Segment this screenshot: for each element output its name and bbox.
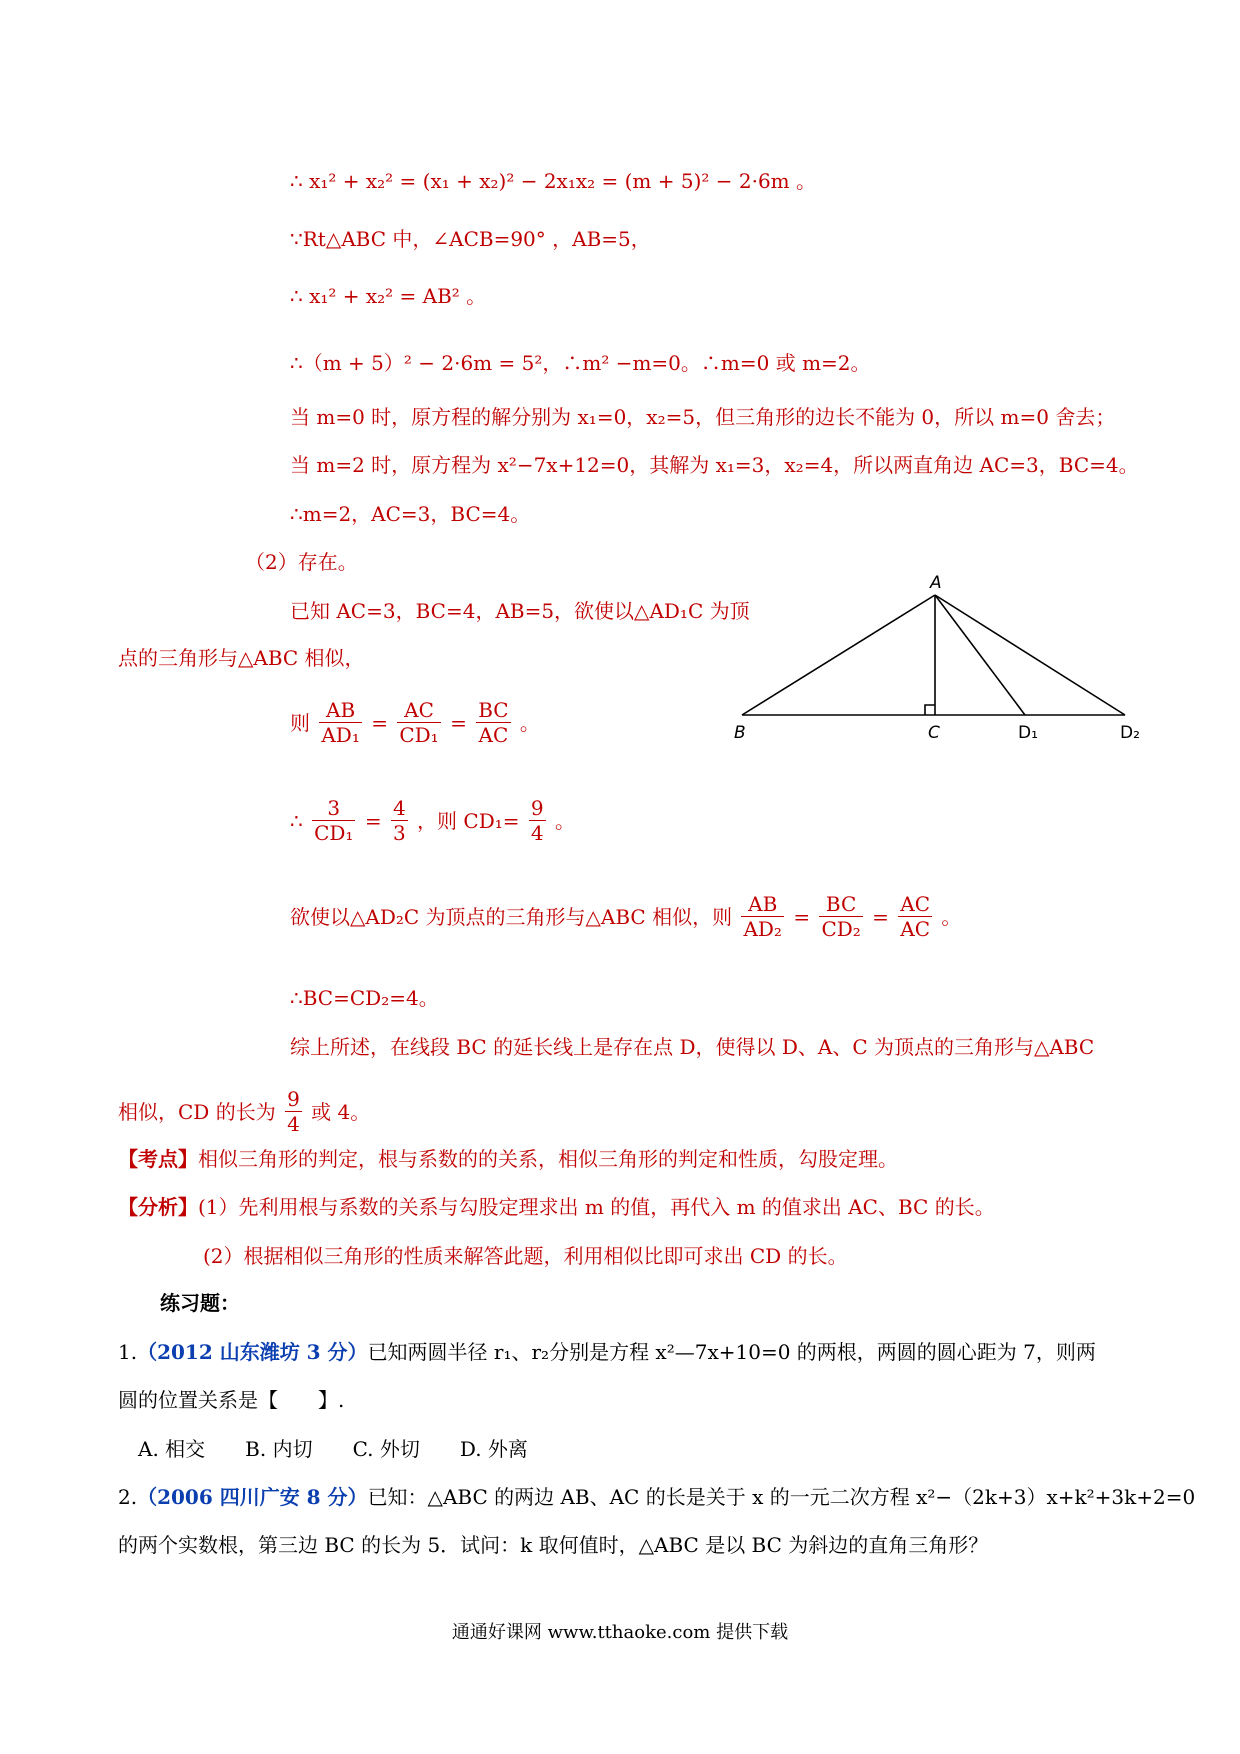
ratio-d1-equation: 则 $\frac{AB}{\text{AD₁}}$ = $\frac{AC}{\text{CD₁}}$ = $\frac{BC}{AC}$ 。 [290,698,540,747]
fenxi-tag: 【分析】 [118,1195,198,1219]
question-1-cont: 圆的位置关系是【 】. [118,1388,345,1412]
label-b: B [734,723,746,743]
part2-exists: （2）存在。 [245,550,358,574]
label-c: C [928,723,940,743]
line-a-d1 [935,595,1025,715]
fraction-ac-ac: $\frac{AC}{AC}$ [900,892,931,941]
ratio-d2-equation: 欲使以△AD₂C 为顶点的三角形与△ABC 相似，则 $\frac{AB}{\text{AD₂}}$ = $\frac{BC}{\text{CD₂}}$ = $\frac{AC}{AC}$ 。 [290,892,962,941]
kaodian-line: 【考点】相似三角形的判定，根与系数的的关系，相似三角形的判定和性质，勾股定理。 [118,1147,898,1171]
bc-cd2-result: ∴BC=CD₂=4。 [290,986,439,1010]
question-1-options: A. 相交 B. 内切 C. 外切 D. 外离 [138,1437,528,1461]
fraction-ab-ad2: $\frac{AB}{\text{AD₂}}$ [743,892,782,941]
exercises-title: 练习题： [160,1291,240,1315]
label-d1: D₁ [1018,723,1038,743]
fenxi-line-2: (2）根据相似三角形的性质来解答此题，利用相似比即可求出 CD 的长。 [203,1244,848,1268]
kaodian-tag: 【考点】 [118,1147,198,1171]
fraction-3-cd1: $\frac{3}{\text{CD₁}}$ [314,796,354,845]
question-1: 1.（2012 山东潍坊 3 分）已知两圆半径 r₁、r₂分别是方程 x²—7x+10=0 的两根，两圆的圆心距为 7，则两 [118,1340,1096,1364]
fraction-9-4-summary: $\frac{9}{4}$ [287,1087,300,1136]
line-ab-squared: ∴ x₁² + x₂² = AB² 。 [290,284,487,308]
fraction-ab-ad1: $\frac{AB}{\text{AD₁}}$ [321,698,360,747]
part2-known-cont: 点的三角形与△ABC 相似， [118,646,365,670]
q2-source: （2006 四川广安 8 分） [137,1485,368,1509]
line-case-m0: 当 m=0 时，原方程的解分别为 x₁=0，x₂=5，但三角形的边长不能为 0，所以 m=0 舍去； [290,405,1116,429]
line-a-d2 [935,595,1125,715]
line-sum-squares: ∴ x₁² + x₂² = (x₁ + x₂)² − 2x₁x₂ = (m + 5)² − 2·6m 。 [290,169,816,193]
label-d2: D₂ [1120,723,1140,743]
part2-known: 已知 AC=3，BC=4，AB=5，欲使以△AD₁C 为顶 [290,599,750,623]
question-2-cont: 的两个实数根，第三边 BC 的长为 5．试问：k 取何值时，△ABC 是以 BC 为斜边的直角三角形？ [118,1533,989,1557]
question-2: 2.（2006 四川广安 8 分）已知：△ABC 的两边 AB、AC 的长是关于 x 的一元二次方程 x²−（2k+3）x+k²+3k+2=0 [118,1485,1196,1509]
fenxi-line: 【分析】(1）先利用根与系数的关系与勾股定理求出 m 的值，再代入 m 的值求出 AC、BC 的长。 [118,1195,995,1219]
fraction-9-4: $\frac{9}{4}$ [530,796,544,845]
summary-line: 综上所述，在线段 BC 的延长线上是存在点 D，使得以 D、A、C 为顶点的三角形与△ABC [290,1035,1095,1059]
q1-source: （2012 山东潍坊 3 分） [137,1340,368,1364]
label-a: A [930,573,942,593]
fraction-ac-cd1: $\frac{AC}{\text{CD₁}}$ [399,698,439,747]
line-rt-triangle: ∵Rt△ABC 中，∠ACB=90° ，AB=5， [290,227,651,251]
then-prefix: 则 [290,710,310,735]
fraction-4-3: $\frac{4}{3}$ [392,796,406,845]
triangle-figure [720,560,1160,760]
fraction-bc-cd2: $\frac{BC}{\text{CD₂}}$ [821,892,861,941]
summary-cont: 相似，CD 的长为 $\frac{9}{4}$ 或 4。 [118,1087,371,1136]
right-angle-mark [925,705,935,715]
line-b-a [742,595,935,715]
line-solve-m: ∴（m + 5）² − 2·6m = 5²，∴m² −m=0。∴m=0 或 m=2。 [290,351,871,375]
line-result-m2: ∴m=2，AC=3，BC=4。 [290,502,531,526]
cd1-equation: ∴ $\frac{3}{\text{CD₁}}$ = $\frac{4}{3}$ ，则 CD₁= $\frac{9}{4}$ 。 [290,796,575,845]
fraction-bc-ac: $\frac{BC}{AC}$ [478,698,509,747]
page-footer: 通通好课网 www.tthaoke.com 提供下载 [451,1622,789,1643]
line-case-m2: 当 m=2 时，原方程为 x²−7x+12=0，其解为 x₁=3，x₂=4，所以两直角边 AC=3，BC=4。 [290,453,1139,477]
